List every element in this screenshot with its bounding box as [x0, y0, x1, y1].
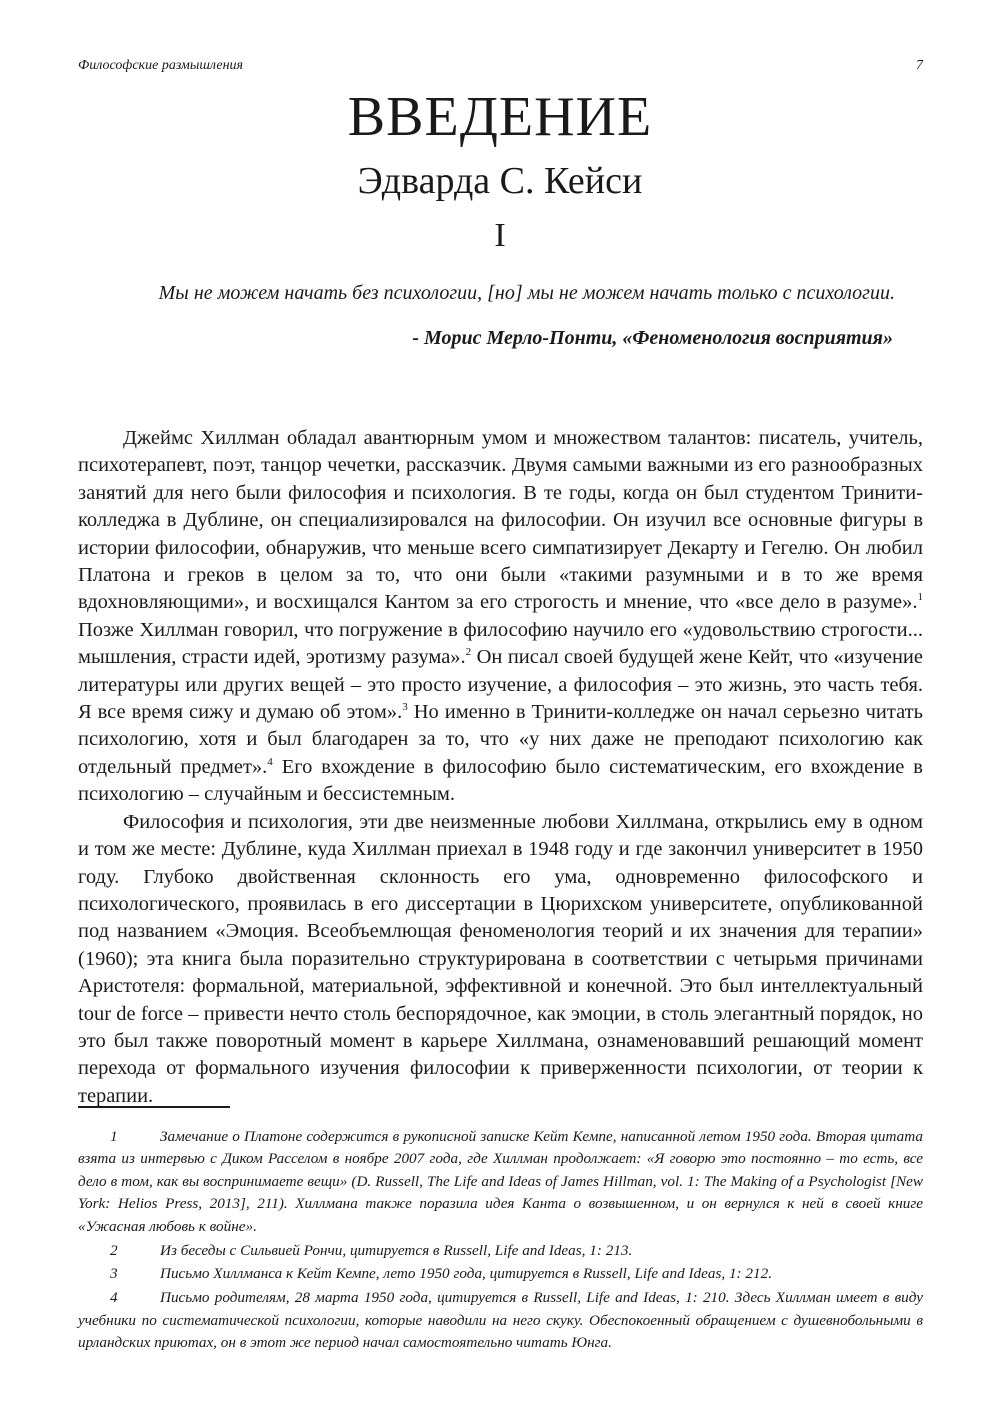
paragraph-text: Джеймс Хиллман обладал авантюрным умом и множеством талантов: писатель, учитель, психотерапевт, поэт, танцор чечетки, рассказчик. Двумя самыми важными из его разнообразных занятий для него были философия и психология. В те годы, когда он был студентом Тринити-колледжа в Дублине, он специализировался на философии. Он изучил все основные фигуры в истории философии, обнаружив, что меньше всего симпатизирует Декарту и Гегелю. Он любил Платона и греков в целом за то, что они были «такими разумными и в то же время вдохновляющими», и восхищался Кантом за его строгость и мнение, что «все дело в разуме».: [78, 427, 923, 614]
section-number: I: [494, 217, 506, 254]
footnote-text: Письмо Хиллманса к Кейт Кемпе, лето 1950 года, цитируется в Russell, Life and Ideas, 1: 212.: [160, 1265, 772, 1283]
chapter-title: ВВЕДЕНИЕ: [347, 86, 653, 148]
epigraph-attribution: - Морис Мерло-Понти, «Феноменология восприятия»: [412, 327, 893, 349]
chapter-author: Эдварда С. Кейси: [357, 160, 643, 202]
footnote-ref: 2: [465, 646, 472, 659]
footnote-ref: 3: [402, 701, 408, 714]
running-head-title: Философские размышления: [78, 58, 244, 73]
footnote-number: 1: [110, 1128, 118, 1145]
footnote-text: Из беседы с Сильвией Рончи, цитируется в Russell, Life and Ideas, 1: 213.: [160, 1241, 633, 1259]
page-number: 7: [916, 58, 923, 73]
body-text: [78, 425, 923, 1110]
paragraph-text: Но именно в Тринити-колледже он начал серьезно читать психологию, хотя и был благодарен за то, что «у них даже не преподают психологию как отдельный предмет».: [78, 701, 923, 778]
footnote: [78, 1240, 923, 1262]
paragraph: Философия и психология, эти две неизменные любови Хиллмана, открылись ему в одном и том же месте: Дублине, куда Хиллман приехал в 1948 году и где закончил университет в 1950 году. Глубоко двойственная склонность его ума, одновременно философского и психологического, проявилась в его диссертации в Цюрихском университете, опубликованной под названием «Эмоция. Всеобъемлющая феноменология теорий и их значения для терапии» (1960); эта книга была поразительно структурирована в соответствии с четырьмя причинами Аристотеля: формальной, материальной, эффективной и конечной. Это был интеллектуальный tour de force – привести нечто столь беспорядочное, как эмоции, в столь элегантный порядок, но это был также поворотный момент в карьере Хиллмана, ознаменовавший решающий момент перехода от формального изучения философии к приверженности психологии, от теории к терапии.: [78, 810, 923, 1107]
paragraph-text: Он писал своей будущей жене Кейт, что «изучение литературы или других вещей – это просто изучение, а философия – это жизнь, это часть тебя. Я все время сижу и думаю об этом».: [78, 646, 923, 724]
footnote-divider: [78, 1106, 230, 1108]
paragraph-text: Его вхождение в философию было систематическим, его вхождение в психологию – случайным и бессистемным.: [78, 755, 923, 806]
footnote-text: Письмо родителям, 28 марта 1950 года, цитируется в Russell, Life and Ideas, 1: 210. Здесь Хиллман имеет в виду учебники по систематической психологии, которые наводили на него скуку. Обеспокоенный обращением с душевнобольными в ирландских приютах, он в этот же период начал самостоятельно читать Юнга.: [78, 1289, 923, 1352]
footnote: [78, 1126, 923, 1238]
footnote: [78, 1287, 923, 1354]
epigraph-quote: Мы не можем начать без психологии, [но] мы не можем начать только с психологии.: [158, 282, 895, 304]
paragraph-text: Позже Хиллман говорил, что погружение в философию научило его «удовольствию строгости... мышления, страсти идей, эротизму разума».: [78, 618, 923, 669]
paragraph: [78, 425, 923, 809]
footnote: [78, 1263, 923, 1285]
footnote-number: 2: [110, 1241, 118, 1259]
running-head: [78, 58, 923, 74]
footnote-number: 3: [110, 1265, 118, 1283]
footnote-text: Замечание о Платоне содержится в рукописной записке Кейт Кемпе, написанной летом 1950 года. Вторая цитата взята из интервью с Диком Расселом в ноябре 2007 года, где Хиллман продолжает: «Я говорю это постоянно – то есть, все дело в том, как вы воспринимаете вещи» (D. Russell, The Life and Ideas of James Hillman, vol. 1: The Making of a Psychologist [New York: Helios Press, 2013], 211). Хиллмана также поразила идея Канта о возвышенном, и он вернулся к ней в своей книге «Ужасная любовь к войне».: [78, 1128, 923, 1235]
footnote-ref: 1: [917, 591, 923, 604]
footnote-number: 4: [110, 1289, 118, 1307]
footnotes: [78, 1126, 923, 1356]
footnote-ref: 4: [267, 756, 273, 769]
